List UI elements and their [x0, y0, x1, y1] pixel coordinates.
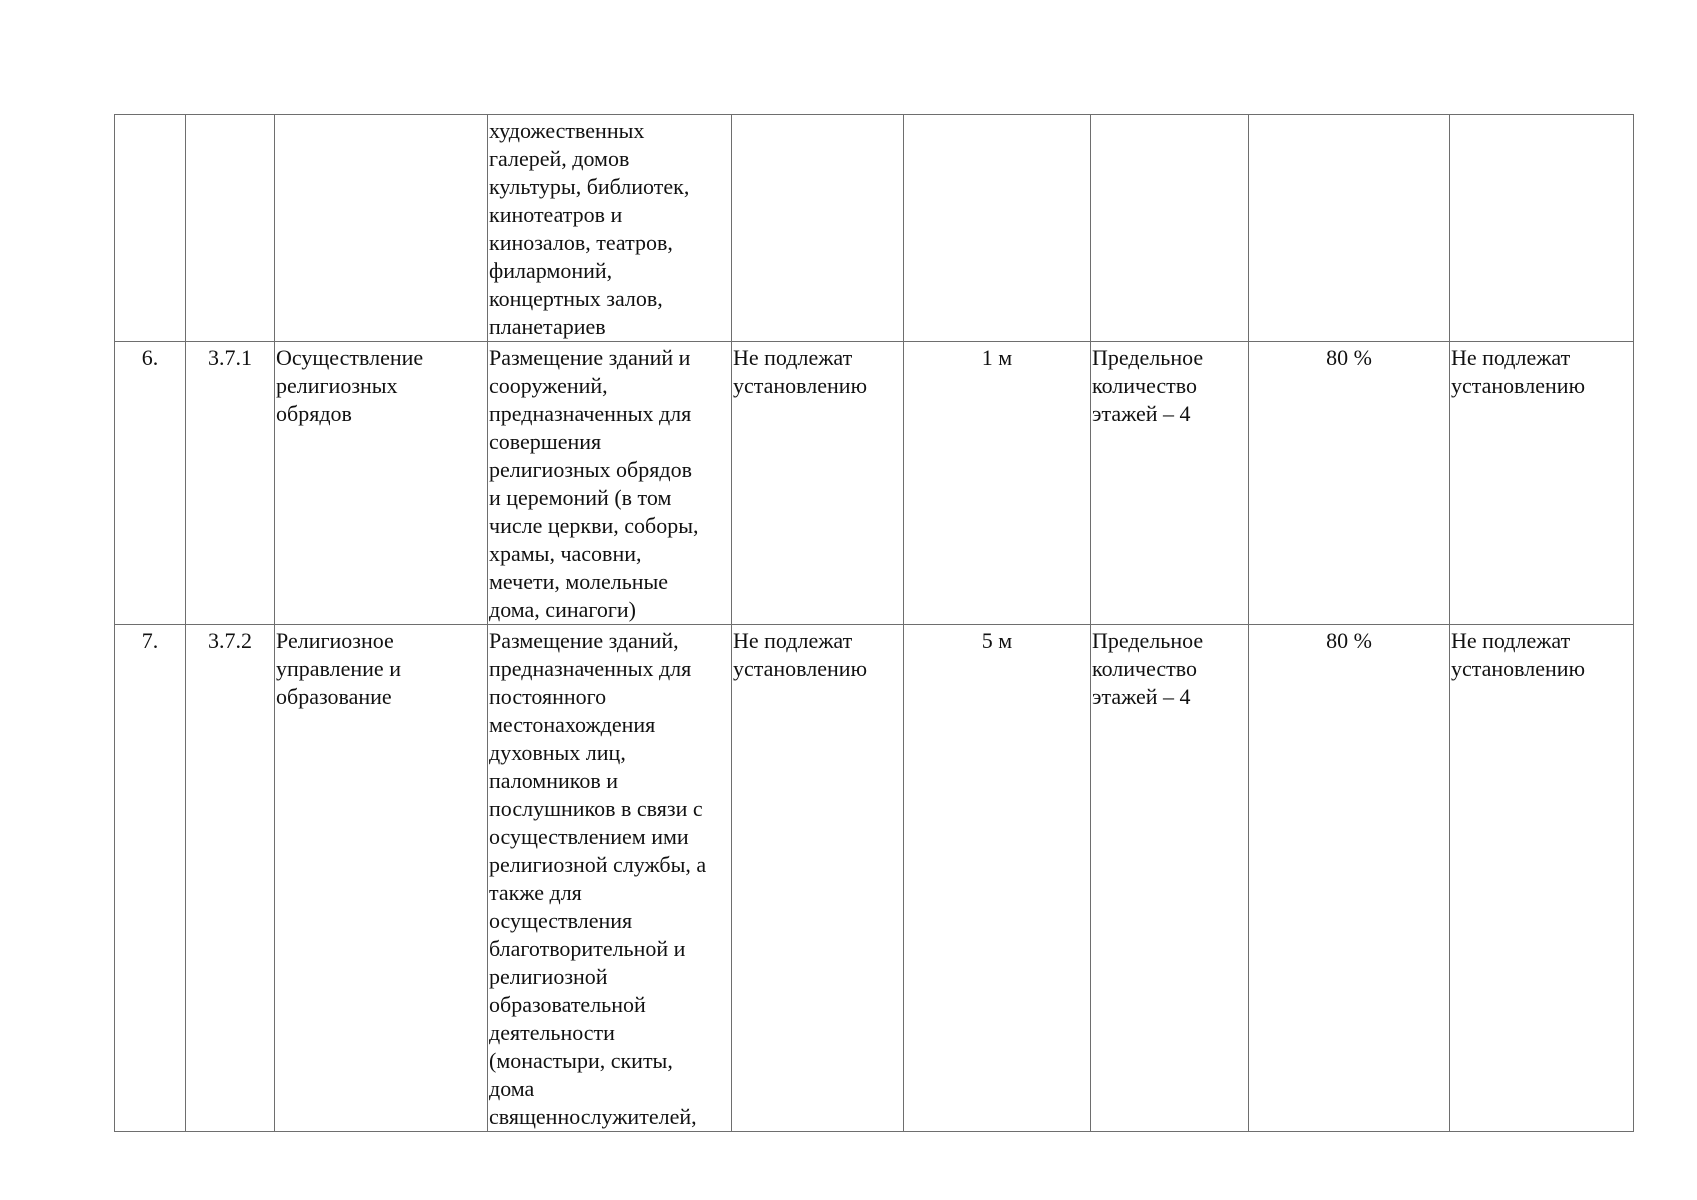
cell-use-name: Осуществление религиозных обрядов [275, 342, 488, 625]
cell-code: 3.7.1 [186, 342, 275, 625]
cell-col5: Не подлежат установлению [732, 625, 904, 1132]
cell-use-name [275, 115, 488, 342]
cell-number: 7. [115, 625, 186, 1132]
cell-col7: Предельное количество этажей – 4 [1091, 625, 1249, 1132]
cell-description: Размещение зданий и сооружений, предназначенных для совершения религиозных обрядов и церемоний (в том числе церкви, соборы, храмы, часовни, мечети, молельные дома, синагоги) [488, 342, 732, 625]
cell-description: художественных галерей, домов культуры, библиотек, кинотеатров и кинозалов, театров, филармоний, концертных залов, планетариев [488, 115, 732, 342]
cell-col5: Не подлежат установлению [732, 342, 904, 625]
cell-col9: Не подлежат установлению [1450, 625, 1634, 1132]
cell-col7 [1091, 115, 1249, 342]
table-row [115, 342, 1634, 625]
cell-col7: Предельное количество этажей – 4 [1091, 342, 1249, 625]
cell-col9 [1450, 115, 1634, 342]
cell-col6: 5 м [904, 625, 1091, 1132]
cell-code: 3.7.2 [186, 625, 275, 1132]
cell-col9: Не подлежат установлению [1450, 342, 1634, 625]
cell-col8: 80 % [1249, 342, 1450, 625]
cell-col6 [904, 115, 1091, 342]
cell-use-name: Религиозное управление и образование [275, 625, 488, 1132]
cell-description: Размещение зданий, предназначенных для постоянного местонахождения духовных лиц, паломников и послушников в связи с осуществлением ими религиозной службы, а также для осуществления благотворительной и религиозной образовательной деятельности (монастыри, скиты, дома священнослужителей, [488, 625, 732, 1132]
cell-col6: 1 м [904, 342, 1091, 625]
table-row [115, 625, 1634, 1132]
cell-col8: 80 % [1249, 625, 1450, 1132]
cell-col8 [1249, 115, 1450, 342]
table-row [115, 115, 1634, 342]
cell-number [115, 115, 186, 342]
cell-col5 [732, 115, 904, 342]
cell-number: 6. [115, 342, 186, 625]
land-use-table [114, 114, 1634, 1132]
cell-code [186, 115, 275, 342]
